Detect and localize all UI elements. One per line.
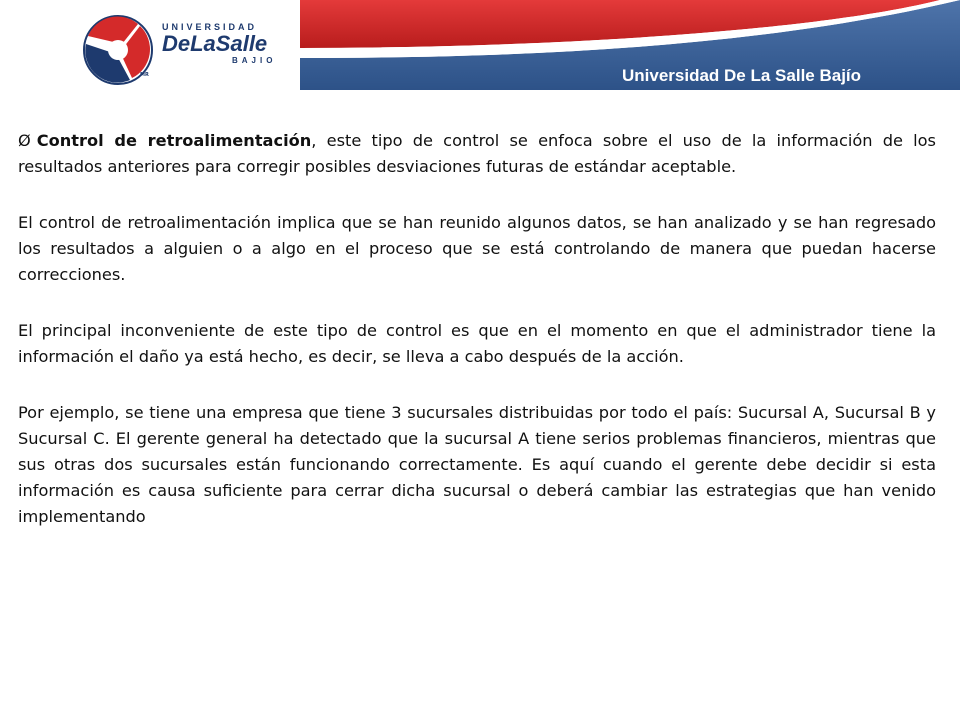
- banner-title: Universidad De La Salle Bajío: [622, 66, 862, 85]
- paragraph-example: Por ejemplo, se tiene una empresa que tiene 3 sucursales distribuidas por todo el país: Sucursal A, Sucursal B y Sucursal C. El gerente general ha detectado que la sucursal A tiene serios problemas financieros, mientras que sus otras dos sucursales están funcionando correctamente. Es aquí cuando el gerente debe decidir si esta información es causa suficiente para cerrar dicha sucursal o deberá cambiar las estrategias que han venido implementando: [18, 403, 936, 526]
- term-bold: Control de retroalimentación: [36, 131, 312, 150]
- logo-trademark: MR: [140, 72, 149, 78]
- definition-text: , este tipo de control se enfoca sobre el uso de la información de los resultados anteriores para corregir posibles desviaciones futuras de estándar aceptable.: [18, 131, 936, 176]
- paragraph-implication: El control de retroalimentación implica que se han reunido algunos datos, se han analizado y se han regresado los resultados a alguien o a algo en el proceso que se está controlando de manera que puedan hacerse correcciones.: [18, 213, 936, 284]
- paragraph-definition: [18, 128, 936, 180]
- logo-line-bajio: BAJIO: [232, 56, 277, 65]
- header-banner: [0, 0, 960, 90]
- logo-line-universidad: UNIVERSIDAD: [162, 22, 258, 32]
- university-logo: [82, 14, 302, 86]
- logo-line-delasalle: DeLaSalle: [162, 31, 268, 56]
- bullet-icon: Ø: [18, 131, 31, 150]
- slide-body: [18, 128, 936, 560]
- paragraph-drawback: El principal inconveniente de este tipo de control es que en el momento en que el administrador tiene la información el daño ya está hecho, es decir, se lleva a cabo después de la acción.: [18, 321, 936, 366]
